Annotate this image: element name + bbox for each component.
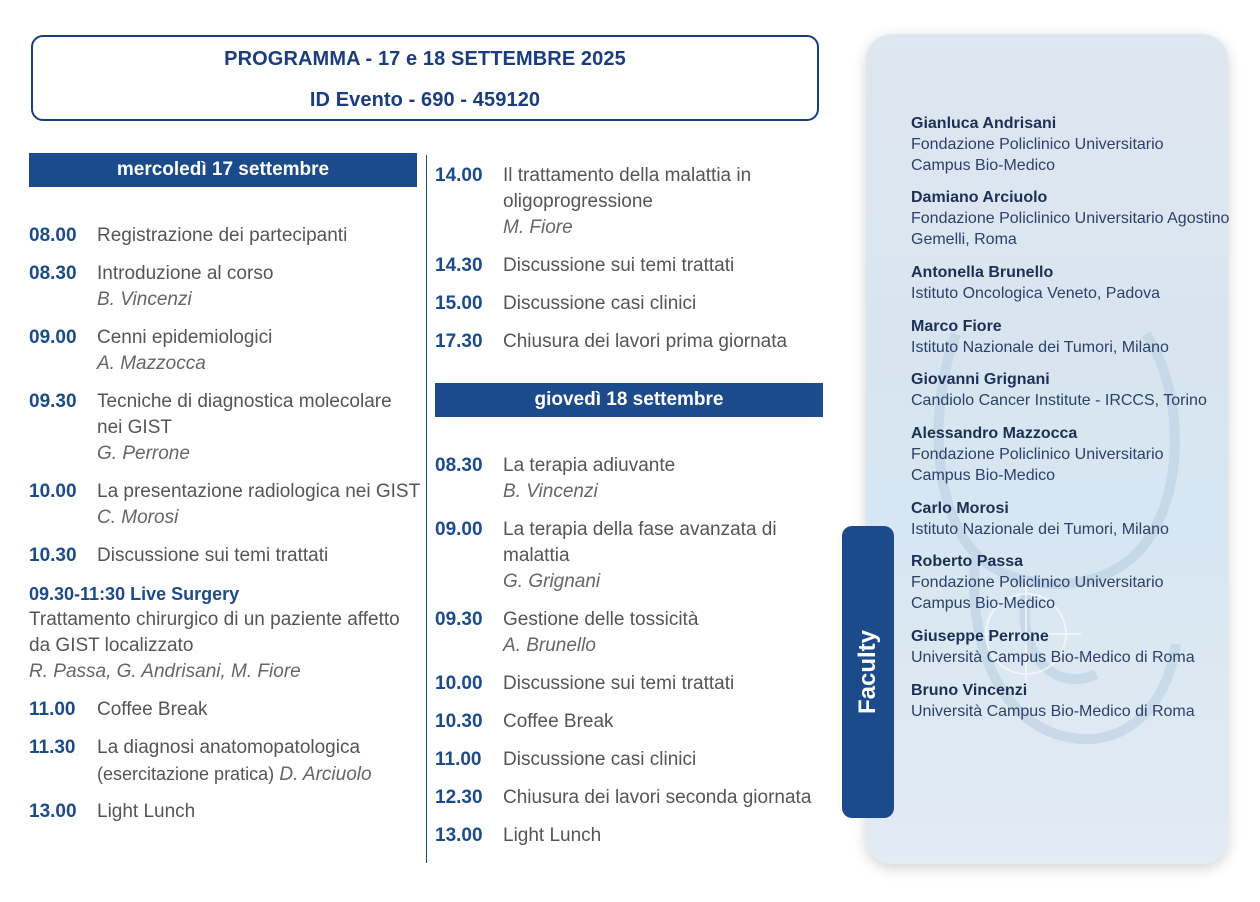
item-speaker: M. Fiore xyxy=(503,217,573,238)
item-title: La terapia adiuvante xyxy=(503,455,676,476)
item-speaker: G. Grignani xyxy=(503,571,601,592)
item-title: Introduzione al corso xyxy=(97,263,274,284)
faculty-label: Faculty xyxy=(854,629,881,715)
item-title: Light Lunch xyxy=(97,801,196,822)
faculty-name: Damiano Arciuolo xyxy=(911,189,1048,206)
faculty-affiliation: Università Campus Bio-Medico di Roma xyxy=(911,703,1195,720)
schedule-item xyxy=(435,709,614,735)
faculty-name: Roberto Passa xyxy=(911,553,1024,570)
faculty-name: Gianluca Andrisani xyxy=(911,115,1057,132)
item-time: 10.30 xyxy=(29,545,77,566)
item-time: 08.30 xyxy=(435,455,483,476)
schedule-item xyxy=(29,543,328,569)
live-surgery-title: 09.30-11:30 Live Surgery xyxy=(29,584,240,604)
day1-header: mercoledì 17 settembre xyxy=(29,153,417,187)
item-title: Cenni epidemiologici xyxy=(97,327,273,348)
item-time: 11.00 xyxy=(435,749,482,770)
schedule-item xyxy=(29,799,195,825)
faculty-name: Alessandro Mazzocca xyxy=(911,425,1078,442)
item-title: Coffee Break xyxy=(503,711,614,732)
faculty-affiliation: Fondazione Policlinico Universitario xyxy=(911,136,1164,153)
faculty-affiliation: Campus Bio-Medico xyxy=(911,467,1056,484)
faculty-name: Carlo Morosi xyxy=(911,500,1009,517)
item-time: 10.00 xyxy=(29,481,77,502)
schedule-item xyxy=(435,453,675,505)
item-title: Discussione casi clinici xyxy=(503,749,697,770)
schedule-item xyxy=(435,823,601,849)
live-surgery xyxy=(29,581,414,685)
item-time: 11.30 xyxy=(29,737,76,758)
item-time: 09.30 xyxy=(435,609,483,630)
faculty-name: Marco Fiore xyxy=(911,318,1002,335)
schedule-item xyxy=(435,291,696,317)
program-header xyxy=(31,35,819,121)
item-time: 10.30 xyxy=(435,711,483,732)
item-time: 09.30 xyxy=(29,391,77,412)
item-time: 15.00 xyxy=(435,293,483,314)
item-title: Gestione delle tossicità xyxy=(503,609,699,630)
item-time: 12.30 xyxy=(435,787,483,808)
item-speaker: B. Vincenzi xyxy=(503,481,598,502)
item-time: 13.00 xyxy=(435,825,483,846)
item-time: 11.00 xyxy=(29,699,76,720)
item-title: La diagnosi anatomopatologica xyxy=(97,737,361,758)
schedule-item xyxy=(29,389,402,467)
schedule-item xyxy=(29,223,347,249)
faculty-name: Giuseppe Perrone xyxy=(911,628,1049,645)
item-time: 09.00 xyxy=(435,519,483,540)
event-id: ID Evento - 690 - 459120 xyxy=(309,89,541,111)
faculty-affiliation: Fondazione Policlinico Universitario Agostino xyxy=(911,210,1230,227)
item-title: La presentazione radiologica nei GIST xyxy=(97,481,421,502)
item-title: Discussione sui temi trattati xyxy=(503,255,735,276)
faculty-member xyxy=(911,262,1160,304)
schedule-item xyxy=(435,747,696,773)
faculty-member xyxy=(911,626,1195,668)
live-surgery-text: Trattamento chirurgico di un paziente affetto da GIST localizzato xyxy=(29,609,400,656)
item-title: Registrazione dei partecipanti xyxy=(97,225,348,246)
item-time: 10.00 xyxy=(435,673,483,694)
faculty-affiliation: Campus Bio-Medico xyxy=(911,595,1056,612)
faculty-affiliation: Istituto Nazionale dei Tumori, Milano xyxy=(911,521,1169,538)
column-divider xyxy=(426,155,427,863)
faculty-name: Giovanni Grignani xyxy=(911,371,1050,388)
faculty-affiliation: Istituto Nazionale dei Tumori, Milano xyxy=(911,339,1169,356)
faculty-affiliation: Campus Bio-Medico xyxy=(911,157,1056,174)
item-title: La terapia della fase avanzata di malattia xyxy=(503,519,777,566)
item-time: 14.00 xyxy=(435,165,483,186)
item-speaker: C. Morosi xyxy=(97,507,179,528)
faculty-member xyxy=(911,551,1164,614)
schedule-item xyxy=(29,735,372,788)
faculty-affiliation: Università Campus Bio-Medico di Roma xyxy=(911,649,1195,666)
faculty-affiliation: Istituto Oncologica Veneto, Padova xyxy=(911,285,1161,302)
item-title: Chiusura dei lavori seconda giornata xyxy=(503,787,812,808)
item-time: 13.00 xyxy=(29,801,77,822)
schedule-item xyxy=(435,671,734,697)
item-time: 14.30 xyxy=(435,255,483,276)
item-speaker: A. Brunello xyxy=(503,635,596,656)
item-title: Discussione sui temi trattati xyxy=(97,545,329,566)
item-speaker: A. Mazzocca xyxy=(97,353,206,374)
faculty-member xyxy=(911,316,1169,358)
item-time: 08.30 xyxy=(29,263,77,284)
item-title: Discussione sui temi trattati xyxy=(503,673,735,694)
item-speaker: B. Vincenzi xyxy=(97,289,192,310)
item-title: Tecniche di diagnostica molecolare nei GIST xyxy=(97,391,392,438)
live-surgery-speakers: R. Passa, G. Andrisani, M. Fiore xyxy=(29,661,301,682)
schedule-item xyxy=(29,697,208,723)
schedule-item xyxy=(29,261,273,313)
faculty-member xyxy=(911,680,1195,722)
day2-header: giovedì 18 settembre xyxy=(435,383,823,417)
faculty-affiliation: Gemelli, Roma xyxy=(911,231,1017,248)
schedule-item xyxy=(29,325,272,377)
schedule-item xyxy=(29,479,420,531)
faculty-affiliation: Candiolo Cancer Institute - IRCCS, Torino xyxy=(911,392,1207,409)
item-speaker: D. Arciuolo xyxy=(279,764,372,785)
faculty-member xyxy=(911,113,1164,176)
item-title: Coffee Break xyxy=(97,699,208,720)
item-title: Discussione casi clinici xyxy=(503,293,697,314)
faculty-member xyxy=(911,423,1164,486)
item-time: 09.00 xyxy=(29,327,77,348)
faculty-affiliation: Fondazione Policlinico Universitario xyxy=(911,446,1164,463)
schedule-item xyxy=(435,607,698,659)
item-note: (esercitazione pratica) xyxy=(97,764,275,784)
schedule-item xyxy=(435,163,793,241)
schedule-item xyxy=(435,253,734,279)
item-title: Chiusura dei lavori prima giornata xyxy=(503,331,788,352)
schedule-item xyxy=(435,517,793,595)
faculty-affiliation: Fondazione Policlinico Universitario xyxy=(911,574,1164,591)
faculty-label-wrapper xyxy=(842,526,894,818)
item-title: Il trattamento della malattia in oligoprogressione xyxy=(503,165,752,212)
item-speaker: G. Perrone xyxy=(97,443,190,464)
item-time: 08.00 xyxy=(29,225,77,246)
item-title: Light Lunch xyxy=(503,825,602,846)
schedule-item xyxy=(435,329,787,355)
schedule-item xyxy=(435,785,811,811)
faculty-name: Antonella Brunello xyxy=(911,264,1054,281)
item-time: 17.30 xyxy=(435,331,483,352)
program-title: PROGRAMMA - 17 e 18 SETTEMBRE 2025 xyxy=(224,48,626,70)
faculty-member xyxy=(911,369,1207,411)
faculty-member xyxy=(911,187,1229,250)
faculty-name: Bruno Vincenzi xyxy=(911,682,1028,699)
faculty-member xyxy=(911,498,1169,540)
